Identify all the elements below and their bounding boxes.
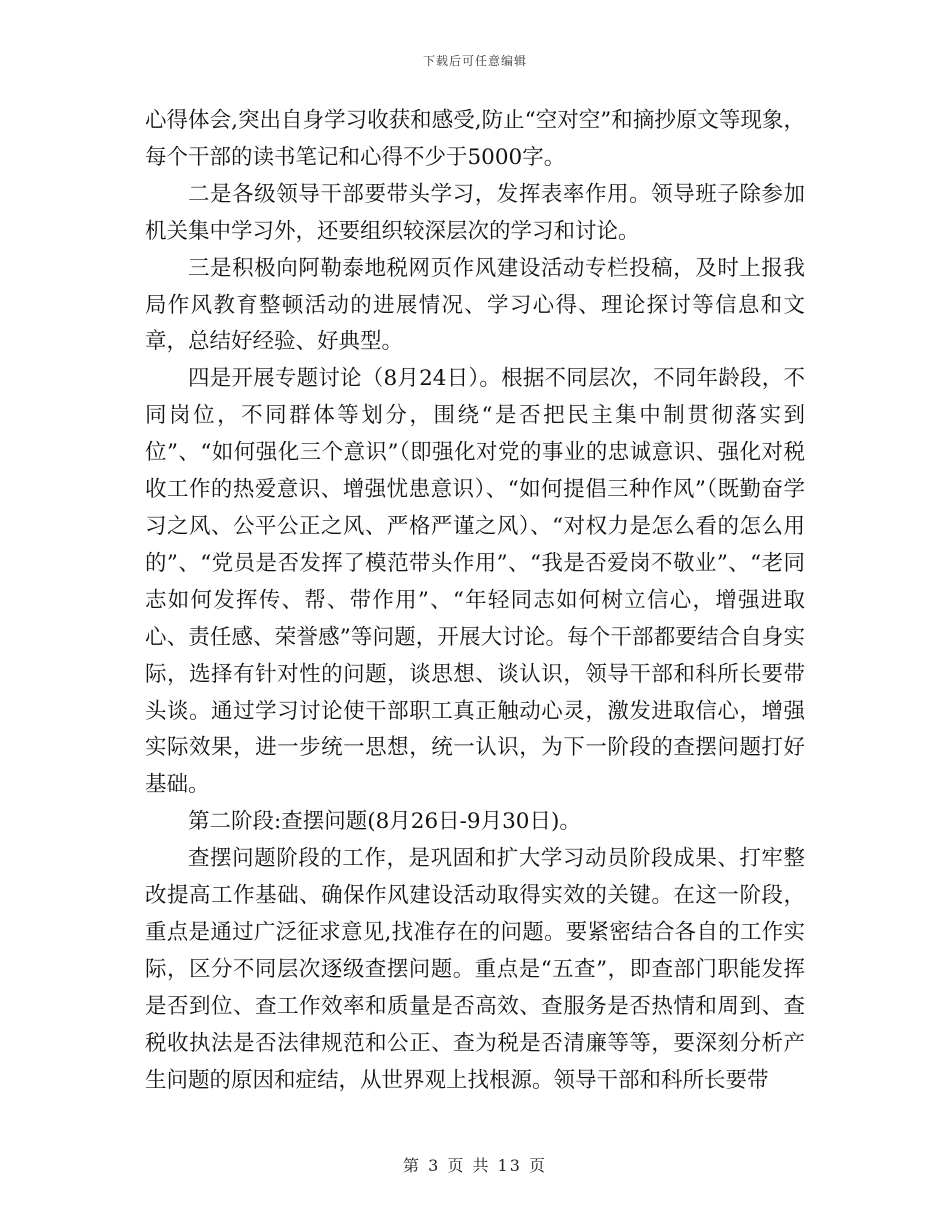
page-header-note: 下载后可任意编辑: [422, 54, 527, 68]
paragraph-6: 查摆问题阶段的工作，是巩固和扩大学习动员阶段成果、打牢整改提高工作基础、确保作风建设活动取得实效的关键。在这一阶段，重点是通过广泛征求意见,找准存在的问题。要紧密结合各自的工作实际，区分不同层次逐级查摆问题。重点是“五查”，即查部门职能发挥是否到位、查工作效率和质量是否高效、查服务是否热情和周到、查税收执法是否法律规范和公正、查为税是否清廉等等，要深刻分析产生问题的原因和症结，从世界观上找根源。领导干部和科所长要带: [145, 846, 805, 1093]
paragraph-3: 三是积极向阿勒泰地税网页作风建设活动专栏投稿，及时上报我局作风教育整顿活动的进展情况、学习心得、理论探讨等信息和文章，总结好经验、好典型。: [145, 255, 805, 355]
paragraph-5-section-heading: 第二阶段:查摆问题(8月26日-9月30日)。: [188, 809, 581, 835]
paragraph-1: 心得体会,突出自身学习收获和感受,防止“空对空”和摘抄原文等现象，每个干部的读书笔记和心得不少于5000字。: [145, 108, 805, 170]
document-body: [145, 103, 805, 1099]
paragraph-4: 四是开展专题讨论（8月24日）。根据不同层次，不同年龄段，不同岗位，不同群体等划分，围绕“是否把民主集中制贯彻落实到位”、“如何强化三个意识”（即强化对党的事业的忠诚意识、强化对税收工作的热爱意识、增强忧患意识）、“如何提倡三种作风”（既勤奋学习之风、公平公正之风、严格严谨之风）、“对权力是怎么看的怎么用的”、“党员是否发挥了模范带头作用”、“我是否爱岗不敬业”、“老同志如何发挥传、帮、带作用”、“年轻同志如何树立信心，增强进取心、责任感、荣誉感”等问题，开展大讨论。每个干部都要结合自身实际，选择有针对性的问题，谈思想、谈认识，领导干部和科所长要带头谈。通过学习讨论使干部职工真正触动心灵，激发进取信心，增强实际效果，进一步统一思想，统一认识，为下一阶段的查摆问题打好基础。: [145, 366, 805, 798]
paragraph-2: 二是各级领导干部要带头学习，发挥表率作用。领导班子除参加机关集中学习外，还要组织较深层次的学习和讨论。: [145, 181, 805, 244]
page-number: 第 3 页 共 13 页: [403, 1156, 547, 1175]
